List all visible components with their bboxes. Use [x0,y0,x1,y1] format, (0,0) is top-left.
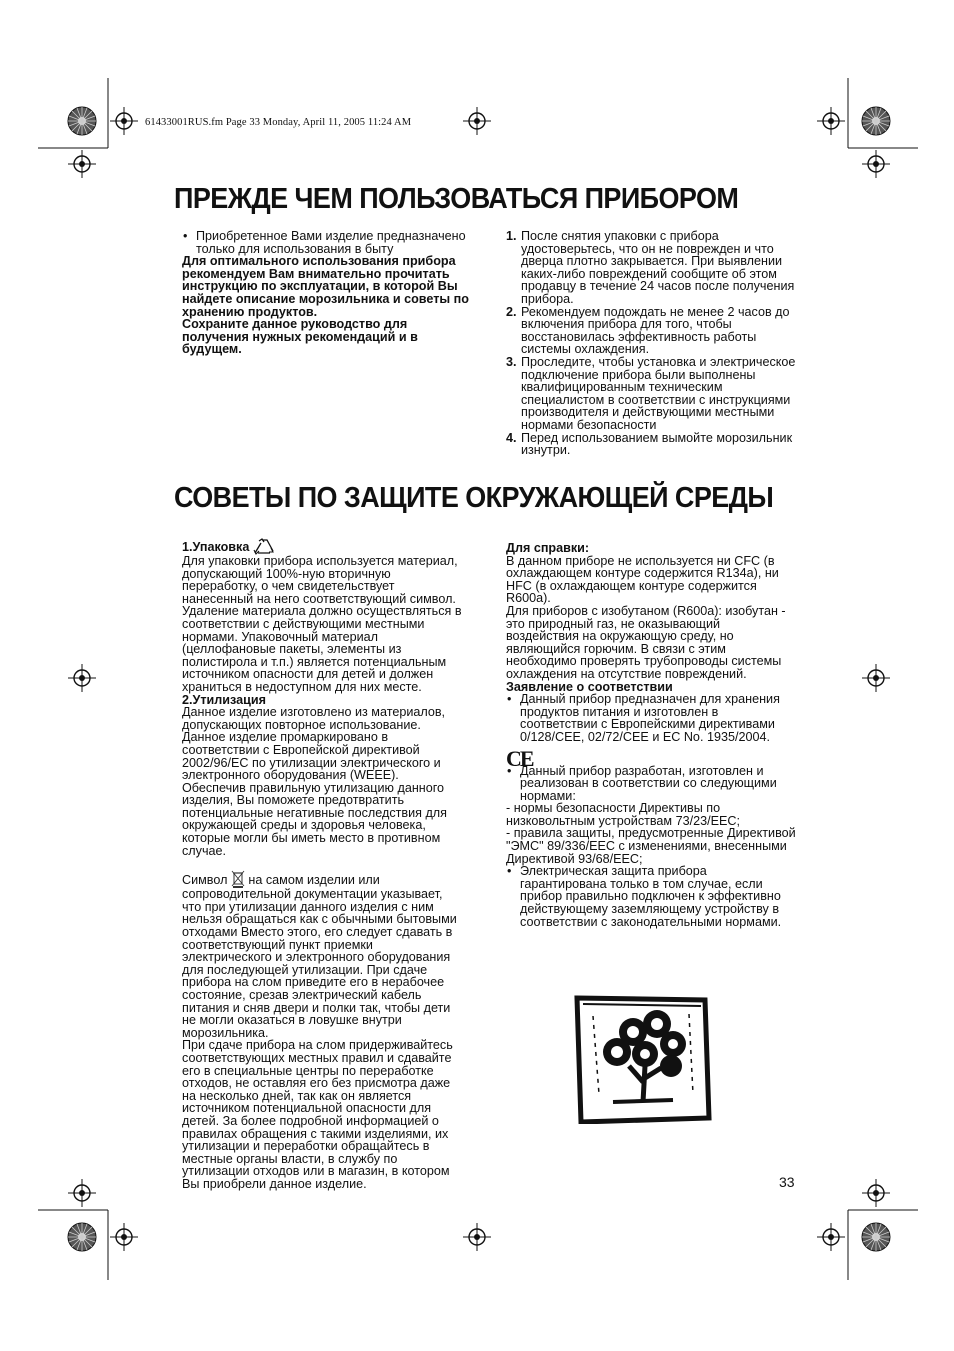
ce-mark-row [506,744,796,771]
recycle-icon [253,538,275,555]
instructions-note: Для оптимального использования прибора рекомендуем Вам внимательно прочитать инструкцию по эксплуатации, в которой Вы найдете описание морозильника и советы по хранению продуктов. [182,254,469,319]
packaging-heading: 1.Упаковка [182,538,464,555]
norm-2: - правила защиты, предусмотренные Директивой "ЭМС" 89/336/EEC с изменениями, внесенными Директивой 93/68/EEC; [506,826,796,866]
crossed-bin-icon [231,870,245,888]
section-title-environment: СОВЕТЫ ПО ЗАЩИТЕ ОКРУЖАЮЩЕЙ СРЕДЫ [174,482,774,514]
scrap-text: При сдаче прибора на слом придерживайтесь соответствующих местных правил и сдавайте его в специальные центры по переработке отходов, не оставляя его без присмотра даже на несколько дней, так как он является источником потенциальной опасности для детей. За более подробной информацией о правилах обращения с такими изделиями, их утилизации и переработки обращайтесь в местные органы власти, в службу по утилизации отходов или в магазин, в котором Вы приобрели данное изделие. [182,1038,453,1191]
reference-heading: Для справки: [506,541,590,555]
step-item [506,432,796,457]
step-text: Проследите, чтобы установка и электрическое подключение прибора были выполнены квалифицированным техническим специалистом в соответствии с инструкциями производителя и действующими местными нормами безопасности [521,354,796,432]
conformity-bullet-1: • Данный прибор предназначен для хранения продуктов питания и изготовлен в соответствии с Европейскими директивами 0/128/CEE, 02/72/CEE и EC No. 1935/2004. [506,693,796,743]
disposal-heading: 2.Утилизация [182,692,266,707]
step-number: 2. [506,304,517,319]
file-info-header: 61433001RUS.fm Page 33 Monday, April 11, 2005 11:24 AM [145,117,412,128]
page-number: 33 [779,1174,795,1190]
reference-text-2: Для приборов с изобутаном (R600a): изобутан - это природный газ, не оказывающий воздействия на окружающую среду, но являющийся горючим. В связи с этим необходимо проверять трубопроводы системы охлаждения на отсутствие повреждений. [506,603,786,681]
section1-right-column [506,230,796,457]
section2-left-column [182,538,464,1191]
step-text: Перед использованием вымойте морозильник изнутри. [521,430,793,458]
step-number: 4. [506,430,517,445]
disposal-text-3: Обеспечив правильную утилизацию данного изделия, Вы поможете предотвратить потенциальные негативные последствия для окружающей среды и здоровья человека, которые могли бы иметь место в противном случае. [182,780,447,858]
conformity-heading: Заявление о соответствии [506,679,673,694]
weee-symbol-text: Символ на самом изделии или сопроводительной документации указывает, что при утилизации данного изделия с ним нельзя обращаться как с обычными бытовыми отходами Вместо этого, его следует сдавать в соответствующий пункт приемки электрического и электронного оборудования для последующей утилизации. При сдаче прибора на слом приведите его в нерабочее состояние, срезав электрический кабель питания и сняв двери и полки так, чтобы дети не могли оказаться в ловушке внутри морозильника. [182,870,464,1039]
section1-left-column [182,230,474,356]
section2-right-column [506,542,796,928]
intended-use-bullet: • Приобретенное Вами изделие предназначено только для использования в быту [182,230,474,255]
step-item [506,356,796,432]
packaging-text: Для упаковки прибора используется материал, допускающий 100%-ную вторичную переработку, о чем свидетельствует нанесенный на него соответствующий символ. Удаление материала должно осуществляться в соответствии с действующими местными нормами. Упаковочный материал (целлофановые пакеты, элементы из полистирола и т.п.) является потенциальным источником опасности для детей и должен храниться в недоступном для них месте. [182,554,462,694]
step-text: Рекомендуем подождать не менее 2 часов до включения прибора для того, чтобы восстановилась эффективность работы системы охлаждения. [521,304,790,357]
reference-text-1: В данном приборе не используется ни CFC (в охлаждающем контуре содержится R134a), ни HFC (в охлаждающем контуре содержится R600a). [506,553,779,606]
step-number: 1. [506,229,517,243]
keep-manual-note: Сохраните данное руководство для получения нужных рекомендаций и в будущем. [182,317,418,357]
ce-mark: CE [506,745,533,771]
conformity-bullet-3: • Электрическая защита прибора гарантирована только в том случае, если прибор правильно подключен к эффективно действующему заземляющему устройству в соответствии с законодательными нормами. [506,865,796,928]
disposal-text-1: Данное изделие изготовлено из материалов, допускающих повторное использование. [182,705,446,732]
section-title-before-use: ПРЕЖДЕ ЧЕМ ПОЛЬЗОВАТЬСЯ ПРИБОРОМ [174,183,739,215]
step-number: 3. [506,354,517,369]
conformity-bullet-2: • Данный прибор разработан, изготовлен и реализован в соответствии со следующими нормами: [506,765,796,803]
disposal-text-2: Данное изделие промаркировано в соответствии с Европейской директивой 2002/96/EC по утилизации электрического и электронного оборудования (WEEE). [182,730,441,783]
step-text: После снятия упаковки с прибора удостоверьтесь, что он не поврежден и что дверца плотно закрывается. При выявлении каких-либо повреждений сообщите об этом продавцу в течение 24 часов после получения прибора. [521,229,795,306]
step-item [506,306,796,356]
norm-1: - нормы безопасности Директивы по низковольтным устройствам 73/23/EEC; [506,801,740,828]
step-item [506,230,796,306]
tree-illustration [573,994,713,1124]
